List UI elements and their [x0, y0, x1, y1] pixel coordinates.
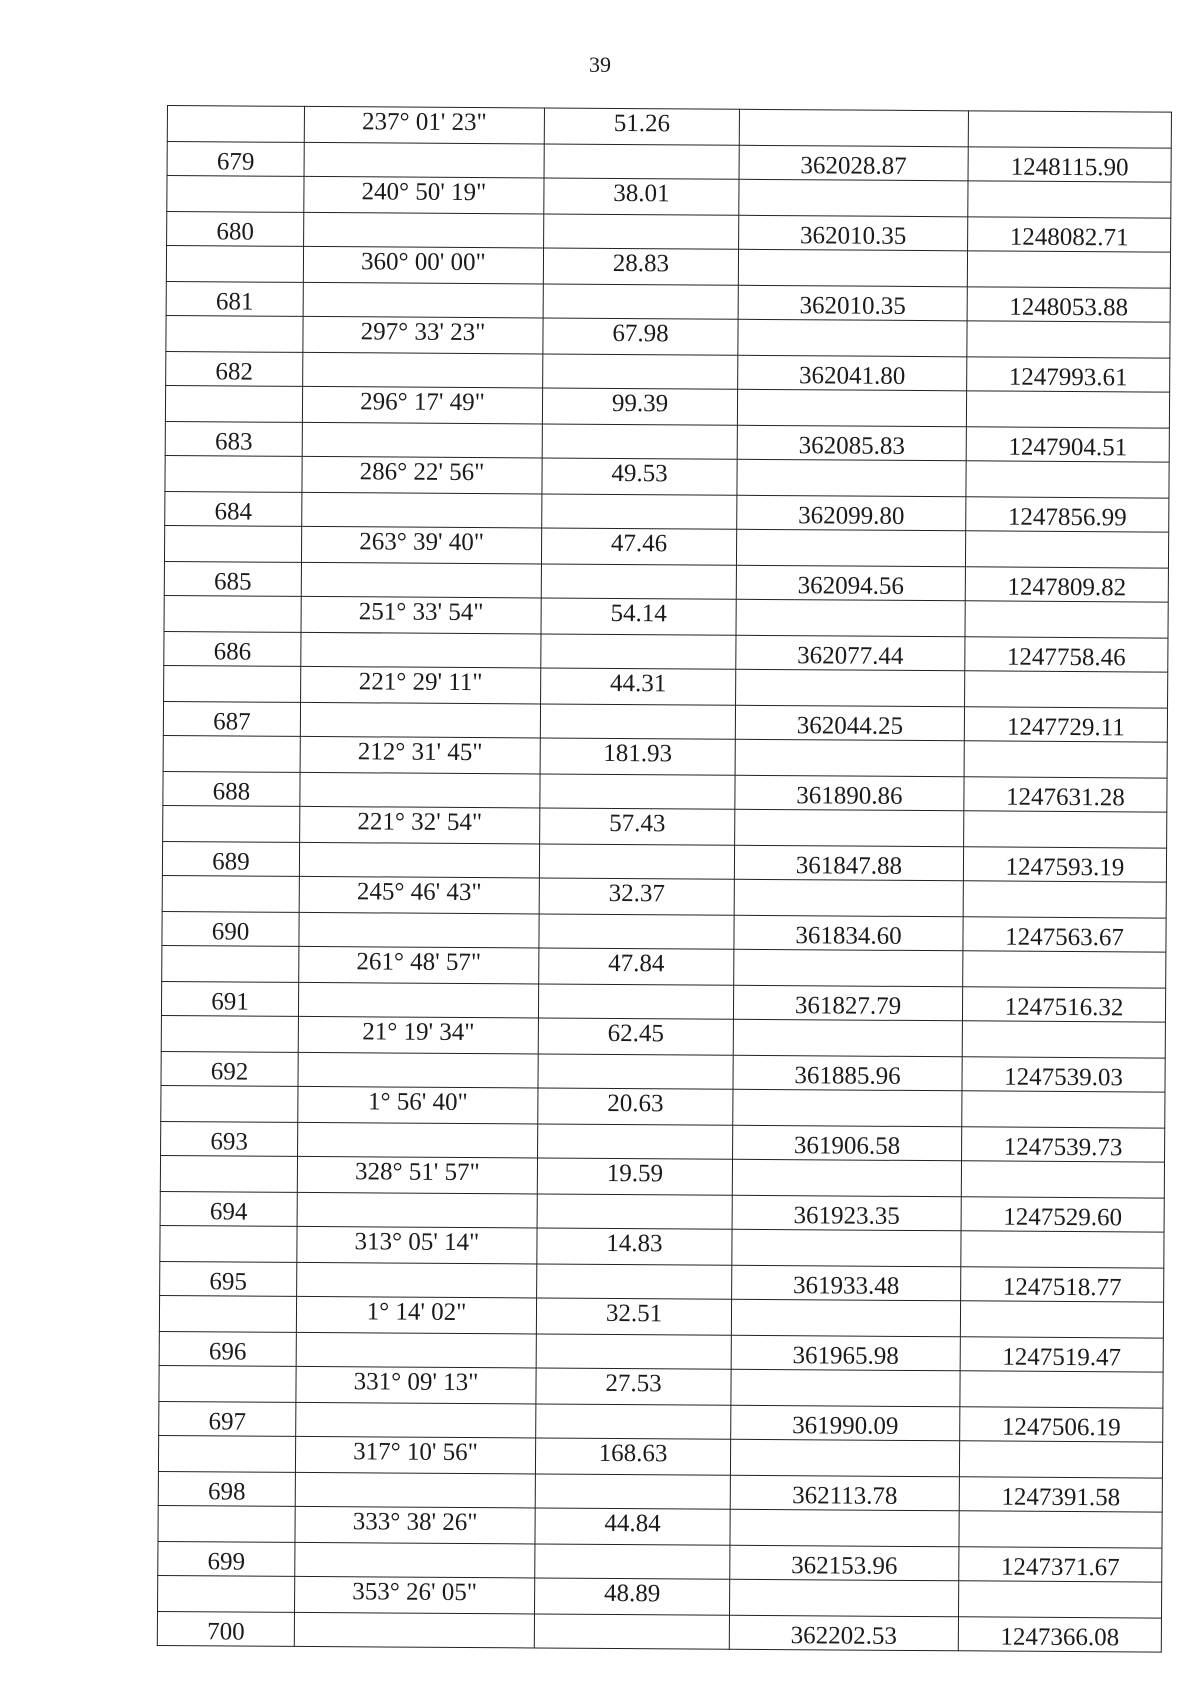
easting-cell — [966, 391, 1169, 428]
distance-cell — [544, 144, 739, 180]
station-cell: 695 — [160, 1261, 297, 1296]
bearing-cell — [299, 842, 539, 878]
easting-cell — [965, 531, 1168, 568]
distance-cell — [540, 773, 735, 809]
distance-cell — [543, 353, 738, 389]
northing-cell: 361885.96 — [733, 1055, 962, 1091]
easting-cell: 1247593.19 — [963, 846, 1166, 882]
distance-cell: 48.89 — [535, 1578, 730, 1615]
bearing-cell: 1° 14' 02" — [296, 1296, 536, 1333]
bearing-cell: 237° 01' 23" — [304, 106, 544, 143]
bearing-cell — [301, 632, 541, 668]
easting-cell — [965, 601, 1168, 638]
station-cell — [164, 665, 301, 701]
easting-cell — [961, 1231, 1164, 1268]
easting-cell — [967, 321, 1170, 358]
distance-cell: 27.53 — [536, 1368, 731, 1405]
easting-cell — [966, 461, 1169, 498]
distance-cell — [543, 283, 738, 319]
northing-cell — [730, 1509, 959, 1546]
northing-cell: 362044.25 — [735, 705, 964, 741]
distance-cell — [537, 1263, 732, 1299]
northing-cell — [733, 1089, 962, 1126]
easting-cell: 1247758.46 — [965, 636, 1168, 672]
distance-cell: 32.37 — [539, 878, 734, 915]
northing-cell: 362041.80 — [738, 355, 967, 391]
northing-cell — [729, 1579, 958, 1616]
bearing-cell — [298, 982, 538, 1018]
easting-cell — [968, 111, 1171, 148]
easting-cell: 1247904.51 — [966, 426, 1169, 462]
northing-cell — [734, 949, 963, 986]
station-cell — [165, 385, 302, 421]
station-cell: 683 — [165, 421, 302, 456]
bearing-cell: 21° 19' 34" — [298, 1016, 538, 1053]
bearing-cell — [300, 772, 540, 808]
station-cell: 681 — [166, 281, 303, 316]
bearing-cell: 317° 10' 56" — [295, 1436, 535, 1473]
station-cell — [158, 1575, 295, 1611]
easting-cell: 1247518.77 — [961, 1266, 1164, 1302]
easting-cell: 1247529.60 — [961, 1196, 1164, 1232]
easting-cell — [968, 181, 1171, 218]
bearing-cell — [303, 282, 543, 318]
bearing-cell: 221° 29' 11" — [301, 666, 541, 703]
northing-cell: 361834.60 — [734, 915, 963, 951]
northing-cell — [738, 249, 967, 286]
distance-cell — [534, 1613, 729, 1649]
easting-cell — [960, 1371, 1163, 1408]
northing-cell: 362099.80 — [737, 495, 966, 531]
station-cell: 691 — [161, 981, 298, 1016]
bearing-cell: 212° 31' 45" — [300, 736, 540, 773]
easting-cell — [959, 1511, 1162, 1548]
bearing-cell — [304, 212, 544, 248]
distance-cell — [541, 633, 736, 669]
distance-cell — [542, 423, 737, 459]
easting-cell: 1247539.03 — [962, 1056, 1165, 1092]
northing-cell: 362010.35 — [739, 215, 968, 251]
northing-cell — [732, 1229, 961, 1266]
northing-cell — [731, 1369, 960, 1406]
northing-cell — [734, 879, 963, 916]
station-cell — [167, 176, 304, 212]
easting-cell — [958, 1581, 1161, 1618]
easting-cell — [963, 951, 1166, 988]
distance-cell — [536, 1403, 731, 1439]
northing-cell: 362153.96 — [730, 1545, 959, 1581]
station-cell: 685 — [164, 561, 301, 596]
bearing-cell — [302, 492, 542, 528]
easting-cell — [967, 251, 1170, 288]
easting-cell: 1247729.11 — [964, 706, 1167, 742]
northing-cell: 362094.56 — [736, 565, 965, 601]
distance-cell: 67.98 — [543, 318, 738, 355]
bearing-cell: 297° 33' 23" — [303, 316, 543, 353]
northing-cell — [730, 1439, 959, 1476]
bearing-cell — [297, 1262, 537, 1298]
station-cell — [162, 875, 299, 911]
distance-cell: 44.84 — [535, 1508, 730, 1545]
distance-cell — [535, 1543, 730, 1579]
distance-cell: 44.31 — [541, 668, 736, 705]
station-cell: 679 — [167, 141, 304, 176]
northing-cell: 361847.88 — [734, 845, 963, 881]
easting-cell: 1247539.73 — [962, 1126, 1165, 1162]
northing-cell: 361923.35 — [732, 1195, 961, 1231]
distance-cell: 19.59 — [537, 1158, 732, 1195]
easting-cell — [963, 881, 1166, 918]
northing-cell: 361933.48 — [732, 1265, 961, 1301]
easting-cell: 1247516.32 — [962, 986, 1165, 1022]
distance-cell — [537, 1193, 732, 1229]
bearing-cell: 245° 46' 43" — [299, 876, 539, 913]
distance-cell — [544, 214, 739, 250]
bearing-cell: 1° 56' 40" — [298, 1086, 538, 1123]
distance-cell — [540, 703, 735, 739]
distance-cell: 54.14 — [541, 598, 736, 635]
northing-cell — [736, 669, 965, 706]
distance-cell: 99.39 — [542, 388, 737, 425]
station-cell — [161, 1015, 298, 1051]
bearing-cell — [296, 1402, 536, 1438]
northing-cell — [737, 459, 966, 496]
distance-cell: 57.43 — [540, 808, 735, 845]
easting-cell: 1247391.58 — [959, 1476, 1162, 1512]
station-cell — [167, 106, 304, 142]
bearing-cell — [298, 1122, 538, 1158]
easting-cell — [960, 1301, 1163, 1338]
bearing-cell — [302, 422, 542, 458]
northing-cell — [737, 389, 966, 426]
distance-cell — [542, 493, 737, 529]
distance-cell — [541, 563, 736, 599]
bearing-cell — [304, 142, 544, 178]
bearing-cell: 331° 09' 13" — [296, 1366, 536, 1403]
bearing-cell: 296° 17' 49" — [302, 386, 542, 423]
station-cell — [161, 1085, 298, 1121]
distance-cell: 28.83 — [543, 248, 738, 285]
northing-cell — [736, 599, 965, 636]
station-cell — [164, 595, 301, 631]
northing-cell: 362010.35 — [738, 285, 967, 321]
bearing-cell — [303, 352, 543, 388]
distance-cell: 62.45 — [538, 1018, 733, 1055]
easting-cell: 1247631.28 — [964, 776, 1167, 812]
bearing-cell: 328° 51' 57" — [297, 1156, 537, 1193]
northing-cell — [735, 809, 964, 846]
station-cell: 686 — [164, 631, 301, 666]
easting-cell — [961, 1161, 1164, 1198]
northing-cell: 362085.83 — [737, 425, 966, 461]
station-cell — [159, 1295, 296, 1331]
distance-cell: 14.83 — [537, 1228, 732, 1265]
station-cell: 700 — [157, 1611, 294, 1646]
northing-cell: 361906.58 — [733, 1125, 962, 1161]
bearing-cell — [300, 702, 540, 738]
station-cell — [166, 315, 303, 351]
bearing-cell — [298, 1052, 538, 1088]
northing-cell — [732, 1159, 961, 1196]
bearing-cell: 261° 48' 57" — [299, 946, 539, 983]
bearing-cell — [294, 1612, 534, 1648]
easting-cell: 1247366.08 — [958, 1616, 1161, 1652]
station-cell: 680 — [167, 211, 304, 246]
northing-cell — [735, 739, 964, 776]
easting-cell: 1247993.61 — [967, 356, 1170, 392]
bearing-cell: 251° 33' 54" — [301, 596, 541, 633]
station-cell — [166, 246, 303, 282]
easting-cell: 1247371.67 — [959, 1546, 1162, 1582]
bearing-cell: 353° 26' 05" — [295, 1576, 535, 1613]
northing-cell — [736, 529, 965, 566]
station-cell — [163, 805, 300, 841]
easting-cell: 1247563.67 — [963, 916, 1166, 952]
easting-cell: 1248115.90 — [968, 146, 1171, 182]
distance-cell: 49.53 — [542, 458, 737, 495]
station-cell — [164, 525, 301, 561]
distance-cell — [539, 843, 734, 879]
table-row-station — [157, 1611, 1161, 1652]
station-cell — [158, 1505, 295, 1541]
bearing-cell — [297, 1192, 537, 1228]
bearing-cell: 221° 32' 54" — [300, 806, 540, 843]
easting-cell: 1247506.19 — [960, 1406, 1163, 1442]
station-cell: 694 — [160, 1191, 297, 1226]
easting-cell: 1247856.99 — [966, 496, 1169, 532]
northing-cell: 362077.44 — [736, 635, 965, 671]
station-cell: 690 — [162, 911, 299, 946]
station-cell: 698 — [158, 1471, 295, 1506]
distance-cell — [538, 1123, 733, 1159]
station-cell — [160, 1225, 297, 1261]
station-cell: 689 — [162, 841, 299, 876]
station-cell — [165, 455, 302, 491]
northing-cell: 362113.78 — [730, 1475, 959, 1511]
northing-cell — [733, 1019, 962, 1056]
bearing-cell: 263° 39' 40" — [301, 526, 541, 563]
station-cell — [160, 1155, 297, 1191]
station-cell: 692 — [161, 1051, 298, 1086]
northing-cell: 361965.98 — [731, 1335, 960, 1371]
easting-cell — [965, 671, 1168, 708]
table-body — [157, 106, 1171, 1653]
easting-cell — [962, 1091, 1165, 1128]
easting-cell: 1248053.88 — [967, 286, 1170, 322]
station-cell — [159, 1365, 296, 1401]
northing-cell — [731, 1299, 960, 1336]
distance-cell: 47.84 — [539, 948, 734, 985]
bearing-cell: 360° 00' 00" — [303, 246, 543, 283]
page-number: 39 — [589, 52, 611, 77]
distance-cell: 51.26 — [544, 108, 739, 145]
northing-cell — [739, 179, 968, 216]
distance-cell: 38.01 — [544, 178, 739, 215]
northing-cell — [738, 319, 967, 356]
easting-cell — [962, 1021, 1165, 1058]
northing-cell: 361890.86 — [735, 775, 964, 811]
northing-cell: 362028.87 — [739, 145, 968, 181]
bearing-cell — [295, 1542, 535, 1578]
bearing-cell: 313° 05' 14" — [297, 1226, 537, 1263]
bearing-cell — [301, 562, 541, 598]
northing-cell: 362202.53 — [729, 1615, 958, 1651]
bearing-cell — [295, 1472, 535, 1508]
station-cell: 696 — [159, 1331, 296, 1366]
easting-cell — [959, 1441, 1162, 1478]
station-cell — [163, 735, 300, 771]
northing-cell: 361990.09 — [731, 1405, 960, 1441]
station-cell — [162, 945, 299, 981]
bearing-cell — [299, 912, 539, 948]
station-cell — [158, 1435, 295, 1471]
bearing-cell: 286° 22' 56" — [302, 456, 542, 493]
distance-cell: 32.51 — [536, 1298, 731, 1335]
distance-cell: 47.46 — [541, 528, 736, 565]
station-cell: 687 — [163, 701, 300, 736]
station-cell: 684 — [165, 491, 302, 526]
distance-cell — [536, 1333, 731, 1369]
easting-cell — [964, 741, 1167, 778]
distance-cell: 168.63 — [535, 1438, 730, 1475]
easting-cell: 1247809.82 — [965, 566, 1168, 602]
station-cell: 688 — [163, 771, 300, 806]
bearing-cell — [296, 1332, 536, 1368]
easting-cell — [964, 811, 1167, 848]
bearing-cell: 333° 38' 26" — [295, 1506, 535, 1543]
distance-cell: 181.93 — [540, 738, 735, 775]
distance-cell: 20.63 — [538, 1088, 733, 1125]
distance-cell — [538, 1053, 733, 1089]
northing-cell: 361827.79 — [733, 985, 962, 1021]
easting-cell: 1247519.47 — [960, 1336, 1163, 1372]
station-cell: 699 — [158, 1541, 295, 1576]
station-cell: 682 — [166, 351, 303, 386]
distance-cell — [539, 913, 734, 949]
survey-coordinates-table — [157, 105, 1172, 1653]
bearing-cell: 240° 50' 19" — [304, 176, 544, 213]
distance-cell — [538, 983, 733, 1019]
distance-cell — [535, 1473, 730, 1509]
station-cell: 697 — [159, 1401, 296, 1436]
station-cell: 693 — [161, 1121, 298, 1156]
northing-cell — [739, 109, 968, 146]
easting-cell: 1248082.71 — [968, 216, 1171, 252]
